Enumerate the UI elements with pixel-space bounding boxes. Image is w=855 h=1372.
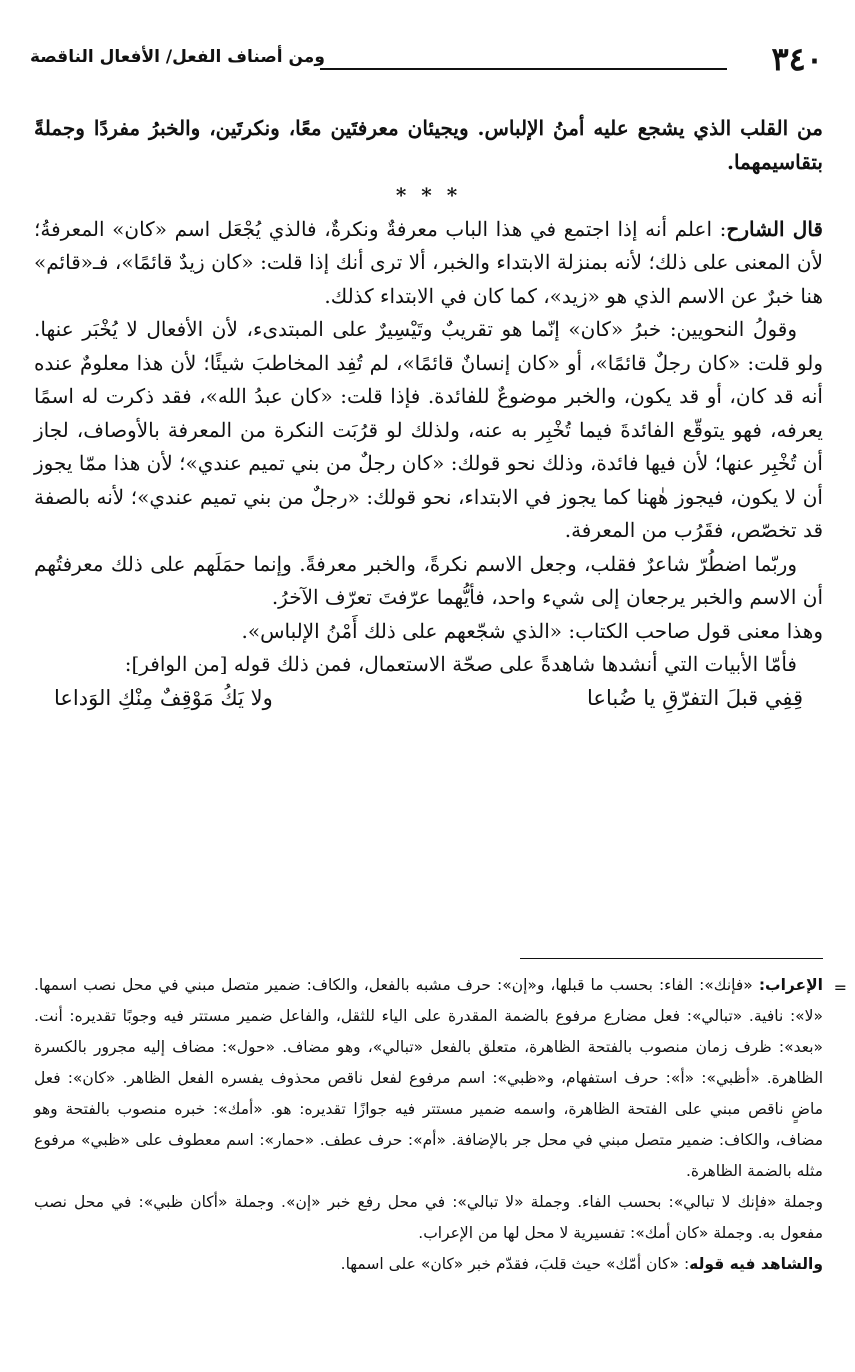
- verse-second-hemistich: ولا يَكُ مَوْقِفٌ مِنْكِ الوَداعا: [54, 685, 273, 710]
- paragraph-2: وقولُ النحويين: خبرُ «كان» إنّما هو تقريبٌ وتَيْسِيرٌ على المبتدىء، لأن الأفعال لا يُخْبَر عنها. ولو قلت: «كان رجلٌ قائمًا»، أو «كان إنسانٌ قائمًا»، لم تُفِد المخاطبَ شيئًا؛ لأن هذا معلومٌ عنده أنه قد كان، أو قد يكون، والخبر موضوعٌ للفائدة. فإذا قلت: «كان عبدُ الله»، فقد ذكرت له اسمًا يعرفه، فهو يتوقّع الفائدةَ فيما تُخْبِر به عنه، ولذلك لو قرُبَت النكرة من المعرفة بالأوصاف، لجاز أن تُخْبِر عنها؛ لأن فيها فائدة، وذلك نحو قولك: «كان رجلٌ من بني تميم عندي»؛ لأن هذا ممّا يجوز أن لا يكون، فيجوز هٰهنا كما يجوز في الابتداء، نحو قولك: «رجلٌ من بني تميم عندي»؛ لأنه بالصفة قد تخصّص، فقَرُب من المعرفة.: [34, 317, 823, 542]
- i3rab-text: «فإنك»: الفاء: بحسب ما قبلها، و«إن»: حرف مشبه بالفعل، والكاف: ضمير متصل مبني في محل نصب اسمها. «لا»: نافية. «تبالي»: فعل مضارع مرفوع بالضمة المقدرة على الياء للثقل، والفاعل ضمير مستتر فيه وجوبًا تقديره: أنت. «بعد»: ظرف زمان منصوب بالفتحة الظاهرة، متعلق بالفعل «تبالي»، وهو مضاف. «حول»: مضاف إليه مجرور بالكسرة الظاهرة. «أظبي»: «أ»: حرف استفهام، و«ظبي»: اسم مرفوع لفعل ناقص محذوف يفسره الفعل الظاهر. «كان»: فعل ماضٍ ناقص مبني على الفتحة الظاهرة، واسمه ضمير مستتر فيه جوازًا تقديره: هو. «أمك»: خبره منصوب بالفتحة وهو مضاف، والكاف: ضمير متصل مبني في محل جر بالإضافة. «أم»: حرف عطف. «حمار»: اسم معطوف على «ظبي» مرفوع مثله بالضمة الظاهرة.: [34, 976, 823, 1180]
- jumal-note: وجملة «فإنك لا تبالي»: بحسب الفاء. وجملة «لا تبالي»: في محل رفع خبر «إن». وجملة «أكان ظبي»: في محل نصب مفعول به. وجملة «كان أمك»: تفسيرية لا محل لها من الإعراب.: [34, 1193, 823, 1242]
- shahid-text: : «كان أمّك» حيث قلبَ، فقدّم خبر «كان» على اسمها.: [340, 1255, 690, 1273]
- verse-first-hemistich: قِفِي قبلَ التفرّقِ يا ضُباعا: [587, 685, 803, 710]
- sharih-text: : اعلم أنه إذا اجتمع في هذا الباب معرفةٌ ونكرةٌ، فالذي يُجْعَل اسم «كان» المعرفةُ؛ لأن المعنى على ذلك؛ لأنه بمنزلة الابتداء والخبر، ألا ترى أنك إذا قلت: «كان زيدٌ قائمًا»، فـ«قائم» هنا خبرٌ عن الاسم الذي هو «زيد»، كما كان في الابتداء كذلك.: [34, 216, 823, 308]
- paragraph-3: وربّما اضطُرّ شاعرٌ فقلب، وجعل الاسم نكرةً، والخبر معرفةً. وإنما حمَلَهم على ذلك معرفتُهم أن الاسم والخبر يرجعان إلى شيء واحد، فأيُّهما عرّفتَ تعرّف الآخرُ.: [34, 551, 823, 609]
- main-text: [34, 112, 823, 715]
- running-head: ومن أصناف الفعل/ الأفعال الناقصة: [30, 47, 325, 67]
- paragraph-5: فأمّا الأبيات التي أنشدها شاهدةً على صحّة الاستعمال، فمن ذلك قوله [من الوافر]:: [124, 652, 797, 676]
- shahid-note: [34, 1249, 823, 1280]
- continuation-marker: =: [833, 978, 847, 997]
- page-number: ٣٤٠: [771, 40, 823, 78]
- footnote-separator: [520, 958, 823, 959]
- paragraph-4: وهذا معنى قول صاحب الكتاب: «الذي شجّعهم على ذلك أَمْنُ الإلباس».: [241, 618, 823, 643]
- i3rab-label: الإعراب:: [758, 976, 823, 994]
- sharih-label: قال الشارح: [726, 216, 823, 241]
- verse-line: [34, 682, 823, 716]
- page-header: [30, 40, 823, 78]
- section-stars: * * *: [395, 183, 462, 207]
- sharih-paragraph: [34, 213, 823, 314]
- footnotes: [34, 970, 847, 1280]
- header-rule: [320, 68, 727, 70]
- shahid-label: والشاهد فيه قوله: [689, 1255, 823, 1273]
- i3rab-note: [34, 970, 823, 1187]
- matn-paragraph: من القلب الذي يشجع عليه أمنُ الإلباس. ويجيئان معرفتَين معًا، ونكرتَين، والخبرُ مفردًا وجملةً بتقاسيمهما.: [34, 116, 823, 174]
